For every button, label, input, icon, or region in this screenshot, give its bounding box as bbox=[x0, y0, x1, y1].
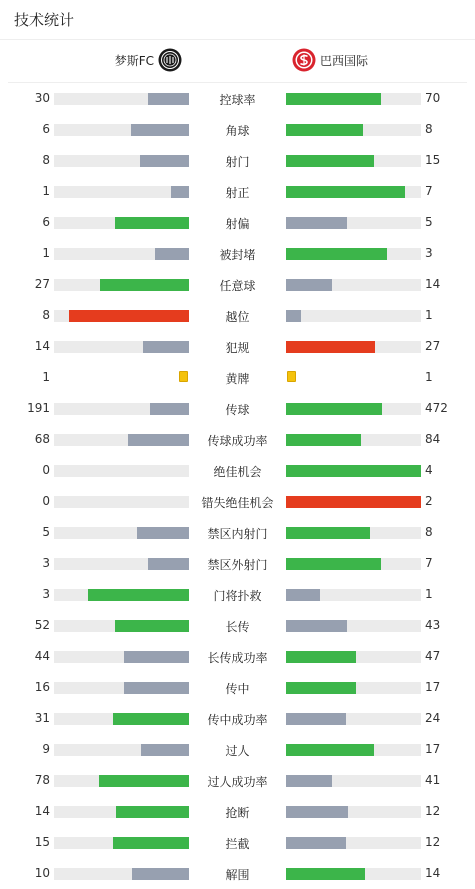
home-stat-bar-track bbox=[54, 806, 189, 818]
away-stat-value: 17 bbox=[425, 742, 441, 756]
away-stat-value: 27 bbox=[425, 339, 441, 353]
away-stat-bar bbox=[286, 620, 347, 632]
home-stat-bar-track bbox=[54, 124, 189, 136]
home-stat-bar bbox=[148, 93, 189, 105]
home-stat-value: 8 bbox=[42, 308, 50, 322]
home-stat-bar bbox=[100, 279, 189, 291]
home-stat-bar bbox=[140, 155, 189, 167]
stat-row bbox=[0, 83, 475, 114]
away-stat-bar bbox=[286, 496, 421, 508]
home-stat-value: 44 bbox=[34, 649, 50, 663]
home-stat-bar-track bbox=[54, 279, 189, 291]
home-stat-value: 5 bbox=[42, 525, 50, 539]
home-stat-bar-track bbox=[54, 217, 189, 229]
home-stat-bar bbox=[155, 248, 189, 260]
home-stat-value: 1 bbox=[42, 184, 50, 198]
away-stat-bar-track bbox=[286, 310, 421, 322]
stat-label: 过人 bbox=[225, 744, 250, 758]
away-stat-bar bbox=[286, 279, 332, 291]
away-stat-bar-track bbox=[286, 403, 421, 415]
away-stat-bar bbox=[286, 434, 361, 446]
home-stat-value: 68 bbox=[34, 432, 50, 446]
home-stat-bar-track bbox=[54, 682, 189, 694]
stat-label: 禁区内射门 bbox=[207, 527, 268, 541]
home-stat-bar bbox=[128, 434, 189, 446]
home-stat-value: 1 bbox=[42, 246, 50, 260]
away-stat-value: 14 bbox=[425, 866, 441, 880]
stat-label: 拦截 bbox=[225, 837, 250, 851]
home-stat-bar bbox=[99, 775, 189, 787]
away-stat-bar-track bbox=[286, 124, 421, 136]
stat-row bbox=[0, 269, 475, 300]
away-stat-bar-track bbox=[286, 713, 421, 725]
home-stat-bar-track bbox=[54, 620, 189, 632]
stat-label: 绝佳机会 bbox=[213, 465, 262, 479]
away-stat-value: 12 bbox=[425, 835, 441, 849]
away-stat-value: 5 bbox=[425, 215, 433, 229]
away-stat-bar bbox=[286, 651, 356, 663]
stat-label: 任意球 bbox=[219, 279, 256, 293]
away-stat-bar bbox=[286, 713, 346, 725]
away-stat-bar-track bbox=[286, 837, 421, 849]
home-team[interactable] bbox=[115, 48, 182, 72]
away-stat-value: 8 bbox=[425, 525, 433, 539]
home-stat-value: 0 bbox=[42, 463, 50, 477]
stat-label: 长传成功率 bbox=[207, 651, 268, 665]
stat-row bbox=[0, 734, 475, 765]
home-stat-bar bbox=[148, 558, 189, 570]
away-stat-value: 8 bbox=[425, 122, 433, 136]
away-stat-value: 4 bbox=[425, 463, 433, 477]
away-stat-value: 41 bbox=[425, 773, 441, 787]
home-stat-bar-track bbox=[54, 248, 189, 260]
away-stat-bar bbox=[286, 341, 375, 353]
away-stat-bar bbox=[286, 527, 370, 539]
home-stat-bar bbox=[88, 589, 189, 601]
home-stat-value: 16 bbox=[34, 680, 50, 694]
away-stat-bar-track bbox=[286, 744, 421, 756]
stat-label: 控球率 bbox=[219, 93, 256, 107]
away-stat-bar-track bbox=[286, 93, 421, 105]
stat-row bbox=[0, 486, 475, 517]
home-stat-bar-track bbox=[54, 155, 189, 167]
home-stat-value: 191 bbox=[27, 401, 50, 415]
away-stat-bar bbox=[286, 744, 374, 756]
away-stat-value: 84 bbox=[425, 432, 441, 446]
yellow-card-icon bbox=[287, 371, 296, 382]
away-stat-value: 15 bbox=[425, 153, 441, 167]
home-stat-bar-track bbox=[54, 837, 189, 849]
home-stat-bar-track bbox=[54, 651, 189, 663]
stat-row bbox=[0, 610, 475, 641]
away-stat-bar-track bbox=[286, 527, 421, 539]
away-stat-value: 7 bbox=[425, 184, 433, 198]
away-stat-bar bbox=[286, 775, 332, 787]
away-stat-bar-track bbox=[286, 434, 421, 446]
stat-row bbox=[0, 765, 475, 796]
away-stat-bar-track bbox=[286, 651, 421, 663]
home-stat-bar-track bbox=[54, 589, 189, 601]
home-stat-bar bbox=[69, 310, 189, 322]
home-stat-bar-track bbox=[54, 341, 189, 353]
away-stat-bar bbox=[286, 93, 381, 105]
away-stat-bar bbox=[286, 403, 382, 415]
home-stat-bar-track bbox=[54, 527, 189, 539]
stat-label: 传球 bbox=[225, 403, 250, 417]
stat-label: 黄牌 bbox=[225, 372, 250, 386]
away-stat-bar-track bbox=[286, 155, 421, 167]
home-team-logo-icon bbox=[158, 48, 182, 72]
stat-label: 解围 bbox=[225, 868, 250, 882]
away-stat-bar-track bbox=[286, 496, 421, 508]
home-stat-value: 0 bbox=[42, 494, 50, 508]
home-stat-bar bbox=[115, 217, 189, 229]
away-stat-bar bbox=[286, 868, 365, 880]
away-stat-bar bbox=[286, 310, 301, 322]
home-stat-value: 14 bbox=[34, 804, 50, 818]
away-stat-bar-track bbox=[286, 682, 421, 694]
away-stat-value: 12 bbox=[425, 804, 441, 818]
away-stat-bar-track bbox=[286, 248, 421, 260]
stat-label: 传中成功率 bbox=[207, 713, 268, 727]
stat-row bbox=[0, 393, 475, 424]
stat-row bbox=[0, 145, 475, 176]
stat-label: 射偏 bbox=[225, 217, 250, 231]
away-stat-bar-track bbox=[286, 868, 421, 880]
away-stat-value: 14 bbox=[425, 277, 441, 291]
stat-row bbox=[0, 362, 475, 393]
away-stat-bar bbox=[286, 186, 405, 198]
away-team[interactable] bbox=[292, 48, 368, 72]
home-stat-value: 3 bbox=[42, 556, 50, 570]
stat-label: 抢断 bbox=[225, 806, 250, 820]
home-stat-bar bbox=[137, 527, 189, 539]
home-stat-value: 30 bbox=[34, 91, 50, 105]
stat-label: 犯规 bbox=[225, 341, 250, 355]
stat-row bbox=[0, 331, 475, 362]
teams-header bbox=[8, 40, 467, 83]
home-stat-bar-track bbox=[54, 775, 189, 787]
away-stat-value: 3 bbox=[425, 246, 433, 260]
stat-row bbox=[0, 548, 475, 579]
home-stat-value: 6 bbox=[42, 215, 50, 229]
stat-row bbox=[0, 579, 475, 610]
home-stat-bar-track bbox=[54, 310, 189, 322]
home-stat-bar-track bbox=[54, 93, 189, 105]
away-stat-bar-track bbox=[286, 186, 421, 198]
home-stat-bar-track bbox=[54, 465, 189, 477]
home-stat-bar-track bbox=[54, 186, 189, 198]
home-stat-bar bbox=[171, 186, 189, 198]
home-stat-bar bbox=[116, 806, 189, 818]
home-stat-value: 8 bbox=[42, 153, 50, 167]
stat-label: 传球成功率 bbox=[207, 434, 268, 448]
away-stat-bar bbox=[286, 806, 348, 818]
home-stat-bar bbox=[132, 868, 189, 880]
stat-label: 角球 bbox=[225, 124, 250, 138]
home-stat-bar-track bbox=[54, 713, 189, 725]
home-stat-value: 10 bbox=[34, 866, 50, 880]
home-stat-bar bbox=[113, 713, 189, 725]
home-stat-value: 52 bbox=[34, 618, 50, 632]
stat-row bbox=[0, 858, 475, 889]
home-stat-bar-track bbox=[54, 403, 189, 415]
stat-row bbox=[0, 703, 475, 734]
away-stat-bar-track bbox=[286, 341, 421, 353]
stat-label: 传中 bbox=[225, 682, 250, 696]
away-stat-value: 472 bbox=[425, 401, 448, 415]
home-stat-bar-track bbox=[54, 496, 189, 508]
home-stat-value: 78 bbox=[34, 773, 50, 787]
away-stat-value: 2 bbox=[425, 494, 433, 508]
home-stat-value: 9 bbox=[42, 742, 50, 756]
away-stat-bar bbox=[286, 248, 387, 260]
stat-label: 被封堵 bbox=[219, 248, 256, 262]
away-stat-bar-track bbox=[286, 217, 421, 229]
home-stat-bar bbox=[143, 341, 189, 353]
away-stat-bar bbox=[286, 465, 421, 477]
home-stat-value: 3 bbox=[42, 587, 50, 601]
stat-row bbox=[0, 114, 475, 145]
stat-label: 禁区外射门 bbox=[207, 558, 268, 572]
away-stat-bar-track bbox=[286, 558, 421, 570]
away-stat-bar-track bbox=[286, 775, 421, 787]
home-stat-bar bbox=[113, 837, 189, 849]
stat-row bbox=[0, 641, 475, 672]
away-stat-bar bbox=[286, 124, 363, 136]
home-stat-bar bbox=[131, 124, 189, 136]
stat-label: 过人成功率 bbox=[207, 775, 268, 789]
home-stat-bar-track bbox=[54, 744, 189, 756]
away-stat-bar-track bbox=[286, 806, 421, 818]
away-stat-bar bbox=[286, 589, 320, 601]
yellow-card-icon bbox=[179, 371, 188, 382]
stat-label: 错失绝佳机会 bbox=[201, 496, 274, 510]
away-stat-value: 24 bbox=[425, 711, 441, 725]
header bbox=[0, 0, 475, 40]
home-stat-bar-track bbox=[54, 558, 189, 570]
away-stat-bar-track bbox=[286, 279, 421, 291]
home-stat-bar bbox=[124, 651, 189, 663]
home-stat-value: 27 bbox=[34, 277, 50, 291]
away-stat-value: 70 bbox=[425, 91, 441, 105]
away-stat-bar-track bbox=[286, 620, 421, 632]
home-stat-value: 14 bbox=[34, 339, 50, 353]
away-stat-value: 1 bbox=[425, 308, 433, 322]
stat-label: 长传 bbox=[225, 620, 250, 634]
home-stat-value: 15 bbox=[34, 835, 50, 849]
stat-label: 射门 bbox=[225, 155, 250, 169]
home-stat-bar bbox=[115, 620, 189, 632]
away-stat-bar bbox=[286, 558, 381, 570]
away-stat-value: 1 bbox=[425, 587, 433, 601]
away-stat-bar bbox=[286, 682, 356, 694]
page-title: 技术统计 bbox=[14, 11, 75, 29]
home-stat-bar bbox=[124, 682, 189, 694]
home-stat-value: 31 bbox=[34, 711, 50, 725]
home-team-name: 梦斯FC bbox=[114, 53, 154, 68]
home-stat-bar-track bbox=[54, 868, 189, 880]
home-stat-bar bbox=[141, 744, 189, 756]
stat-row bbox=[0, 238, 475, 269]
stat-label: 门将扑救 bbox=[213, 589, 262, 603]
stat-row bbox=[0, 176, 475, 207]
away-stat-bar bbox=[286, 217, 347, 229]
away-team-name: 巴西国际 bbox=[320, 53, 369, 68]
home-stat-bar bbox=[150, 403, 189, 415]
away-stat-bar bbox=[286, 837, 346, 849]
away-stat-value: 7 bbox=[425, 556, 433, 570]
away-stat-value: 17 bbox=[425, 680, 441, 694]
away-stat-value: 1 bbox=[425, 370, 433, 384]
stat-row bbox=[0, 300, 475, 331]
away-stat-bar-track bbox=[286, 465, 421, 477]
away-stat-value: 47 bbox=[425, 649, 441, 663]
stat-row bbox=[0, 827, 475, 858]
away-team-logo-icon bbox=[292, 48, 316, 72]
home-stat-bar-track bbox=[54, 434, 189, 446]
stat-label: 射正 bbox=[225, 186, 250, 200]
away-stat-bar bbox=[286, 155, 374, 167]
stat-row bbox=[0, 455, 475, 486]
stat-row bbox=[0, 796, 475, 827]
away-stat-value: 43 bbox=[425, 618, 441, 632]
stat-label: 越位 bbox=[225, 310, 250, 324]
stat-row bbox=[0, 517, 475, 548]
stat-row bbox=[0, 424, 475, 455]
away-stat-bar-track bbox=[286, 589, 421, 601]
home-stat-value: 1 bbox=[42, 370, 50, 384]
stat-row bbox=[0, 207, 475, 238]
stat-row bbox=[0, 672, 475, 703]
home-stat-value: 6 bbox=[42, 122, 50, 136]
